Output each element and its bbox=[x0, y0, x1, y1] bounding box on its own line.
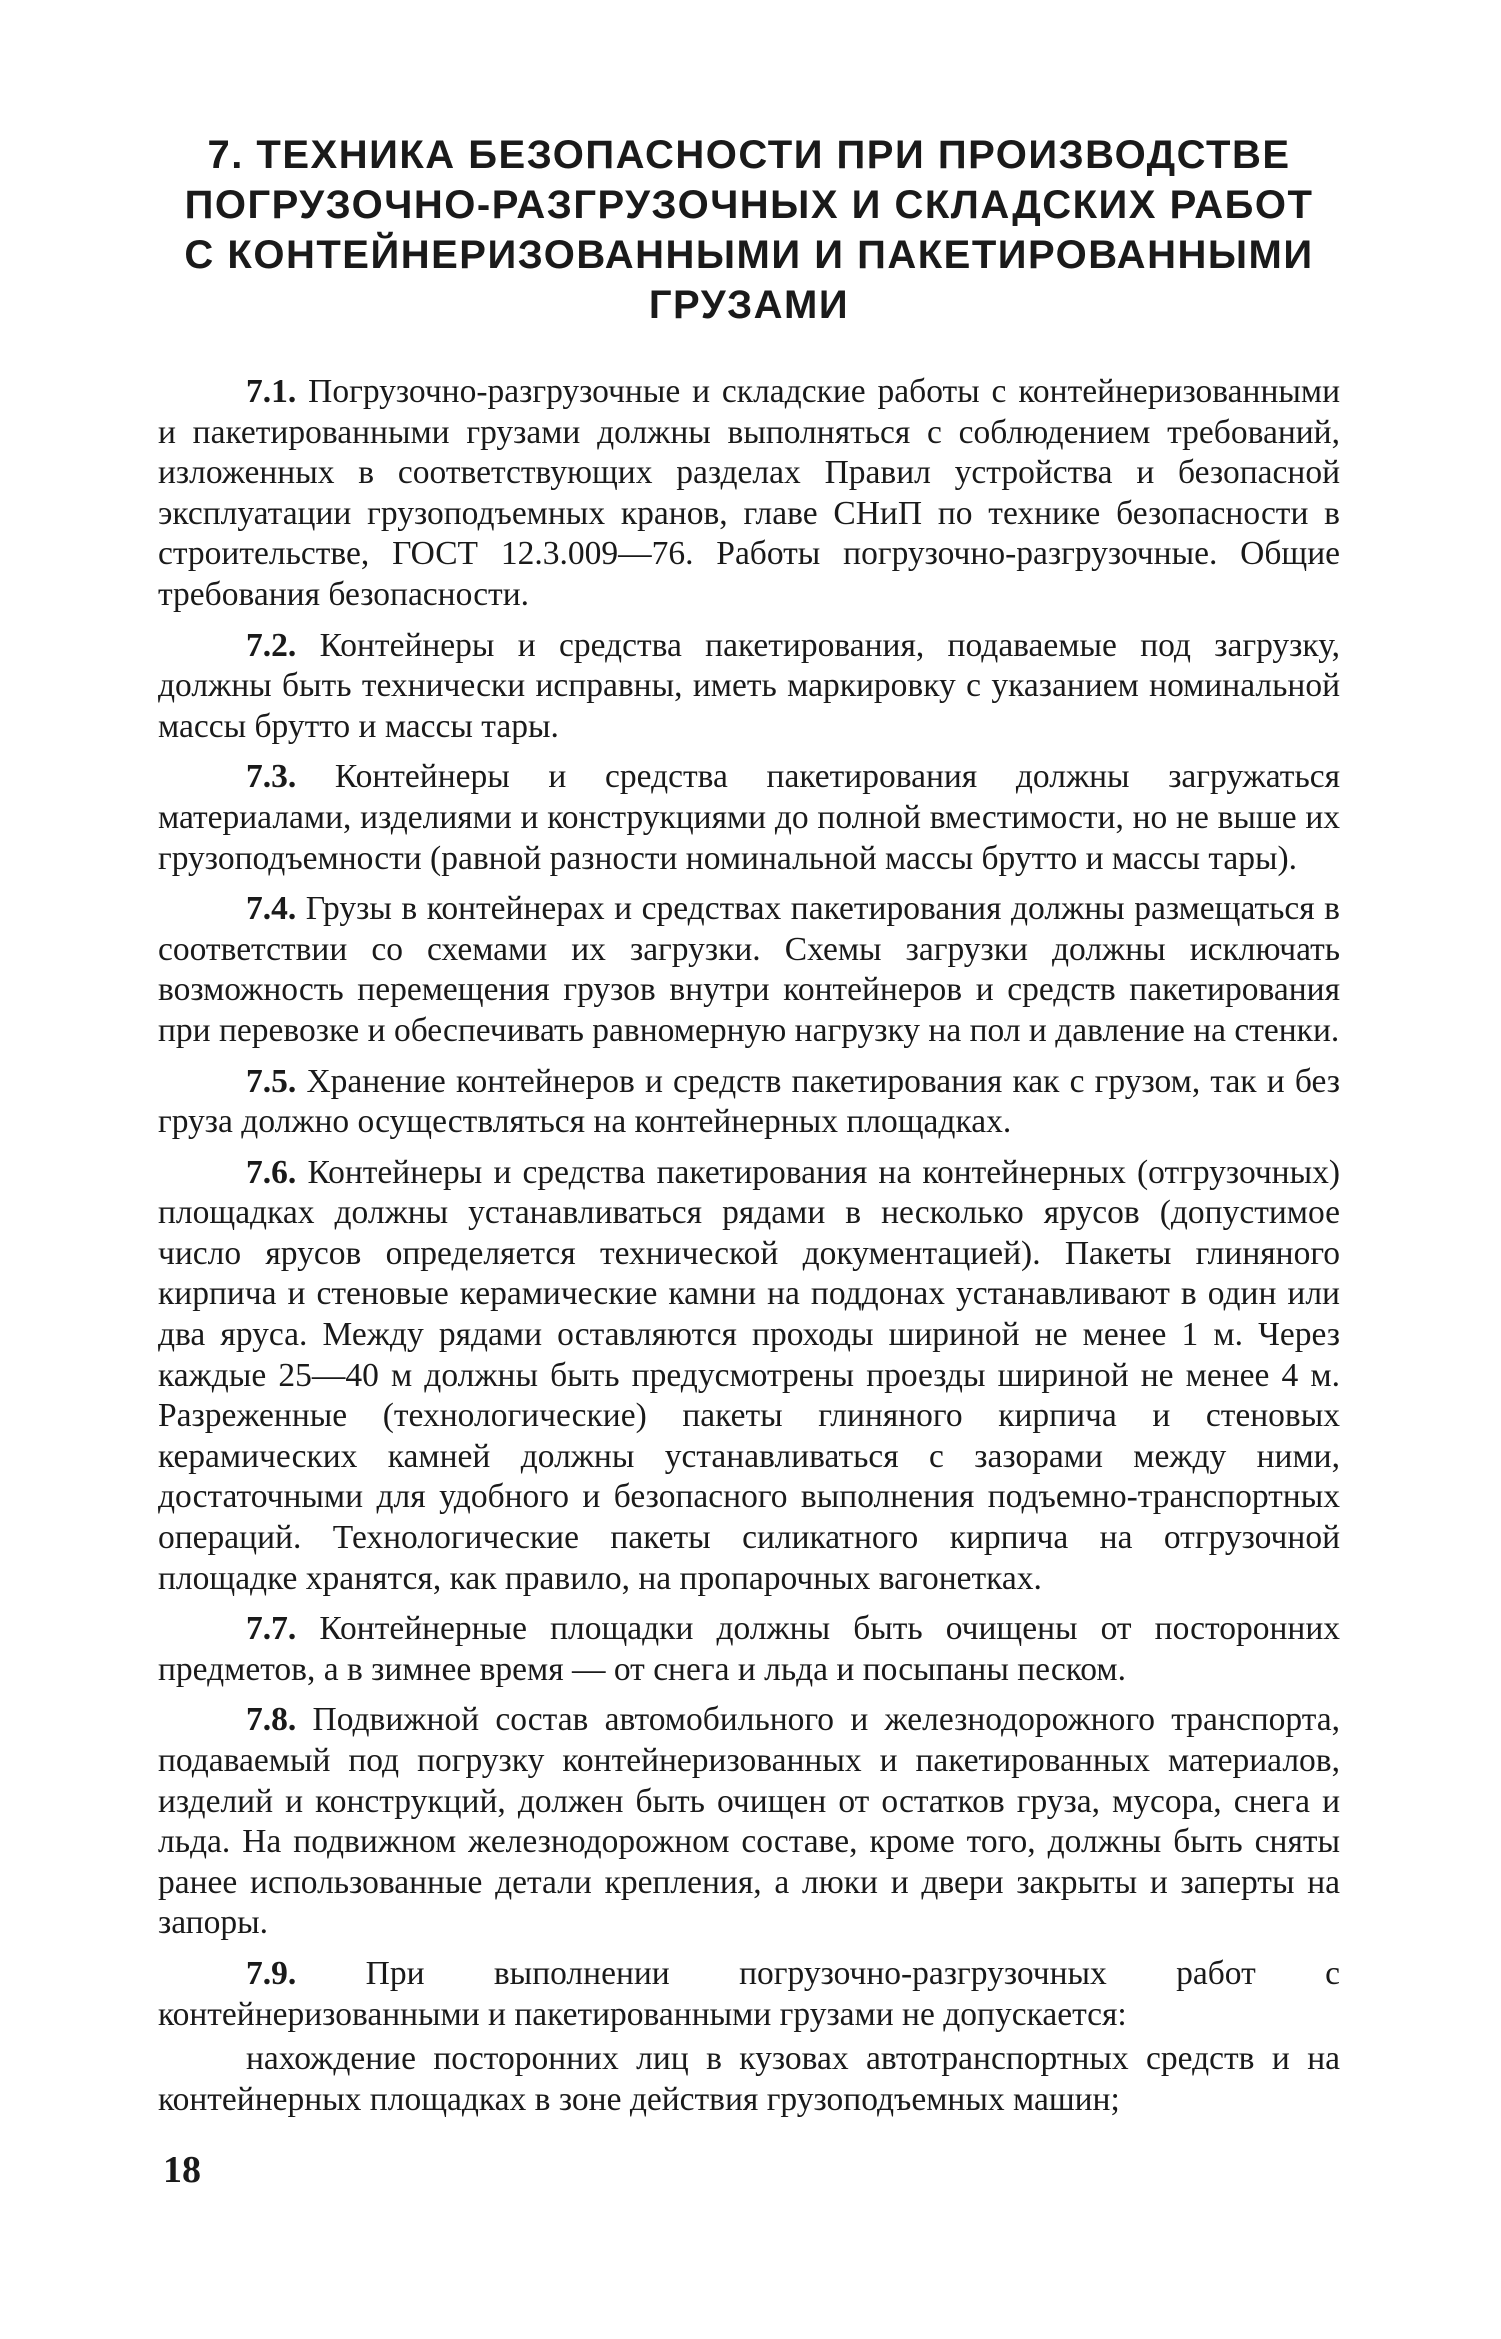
paragraph-7-2 bbox=[158, 626, 1340, 748]
paragraph-text: Контейнеры и средства пакетирования должны загружаться материалами, изделиями и конструкциями до полной вместимости, но не выше их грузоподъемности (равной разности номинальной массы брутто и массы тары). bbox=[158, 758, 1340, 877]
paragraph-text: Грузы в контейнерах и средствах пакетирования должны размещаться в соответствии со схемами их загрузки. Схемы загрузки должны исключать возможность перемещения грузов внутри контейнеров и средств пакетирования при перевозке и обеспечивать равномерную нагрузку на пол и давление на стенки. bbox=[158, 890, 1340, 1049]
paragraph-number: 7.4. bbox=[246, 890, 297, 928]
paragraph-number: 7.6. bbox=[246, 1153, 297, 1191]
paragraph-text: Контейнерные площадки должны быть очищены от посторонних предметов, а в зимнее время — от снега и льда и посыпаны песком. bbox=[158, 1610, 1341, 1688]
paragraph-text: Подвижной состав автомобильного и железнодорожного транспорта, подаваемый под погрузку контейнеризованных и пакетированных материалов, изделий и конструкций, должен быть очищен от остатков груза, мусора, снега и льда. На подвижном железнодорожном составе, кроме того, должны быть сняты ранее использованные детали крепления, а люки и двери закрыты и заперты на запоры. bbox=[158, 1701, 1340, 1942]
paragraph-text: Погрузочно-разгрузочные и складские работы с контейнеризованными и пакетированными грузами должны выполняться с соблюдением требований, изложенных в соответствующих разделах Правил устройства и безопасной эксплуатации грузоподъемных кранов, главе СНиП по технике безопасности в строительстве, ГОСТ 12.3.009—76. Работы погрузочно-разгрузочные. Общие требования безопасности. bbox=[158, 373, 1341, 613]
page-number: 18 bbox=[163, 2149, 201, 2191]
heading-line: С КОНТЕЙНЕРИЗОВАННЫМИ И ПАКЕТИРОВАННЫМИ bbox=[184, 233, 1314, 277]
section-heading bbox=[158, 130, 1340, 330]
paragraph-7-4 bbox=[158, 889, 1340, 1051]
paragraph-7-3 bbox=[158, 757, 1340, 879]
paragraph-number: 7.5. bbox=[246, 1062, 297, 1100]
document-page bbox=[158, 130, 1340, 2120]
paragraph-7-8 bbox=[158, 1700, 1340, 1944]
paragraph-number: 7.3. bbox=[246, 758, 297, 796]
paragraph-number: 7.2. bbox=[246, 626, 297, 664]
heading-line: 7. ТЕХНИКА БЕЗОПАСНОСТИ ПРИ ПРОИЗВОДСТВЕ bbox=[207, 133, 1291, 177]
list-item: нахождение посторонних лиц в кузовах автотранспортных средств и на контейнерных площадках в зоне действия грузоподъемных машин; bbox=[158, 2040, 1340, 2118]
paragraph-7-1 bbox=[158, 372, 1340, 616]
paragraph-number: 7.9. bbox=[246, 1954, 297, 1992]
paragraph-text: Контейнеры и средства пакетирования на контейнерных (отгрузочных) площадках должны устанавливаться рядами в несколько ярусов (допустимое число ярусов определяется технической документацией). Пакеты глиняного кирпича и стеновые керамические камни на поддонах устанавливают в один или два яруса. Между рядами оставляются проходы шириной не менее 1 м. Через каждые 25—40 м должны быть предусмотрены проезды шириной не менее 4 м. Разреженные (технологические) пакеты глиняного кирпича и стеновых керамических камней должны устанавливаться с зазорами между ними, достаточными для удобного и безопасного выполнения подъемно-транспортных операций. Технологические пакеты силикатного кирпича на отгрузочной площадке хранятся, как правило, на пропарочных вагонетках. bbox=[158, 1153, 1341, 1597]
paragraph-number: 7.7. bbox=[246, 1610, 297, 1648]
paragraph-7-7 bbox=[158, 1609, 1340, 1690]
heading-line: ПОГРУЗОЧНО-РАЗГРУЗОЧНЫХ И СКЛАДСКИХ РАБОТ bbox=[184, 183, 1314, 227]
paragraph-text: Контейнеры и средства пакетирования, подаваемые под загрузку, должны быть технически исправны, иметь маркировку с указанием номинальной массы брутто и массы тары. bbox=[158, 626, 1340, 745]
paragraph-7-9 bbox=[158, 1954, 1340, 2035]
paragraph-text: При выполнении погрузочно-разгрузочных работ с контейнеризованными и пакетированными грузами не допускается: bbox=[158, 1954, 1340, 2033]
paragraph-number: 7.1. bbox=[246, 373, 297, 410]
paragraph-7-6 bbox=[158, 1153, 1340, 1600]
paragraph-text: Хранение контейнеров и средств пакетирования как с грузом, так и без груза должно осуществляться на контейнерных площадках. bbox=[158, 1062, 1341, 1141]
paragraph-number: 7.8. bbox=[246, 1701, 297, 1739]
heading-line: ГРУЗАМИ bbox=[648, 283, 850, 327]
paragraph-7-5 bbox=[158, 1062, 1340, 1143]
